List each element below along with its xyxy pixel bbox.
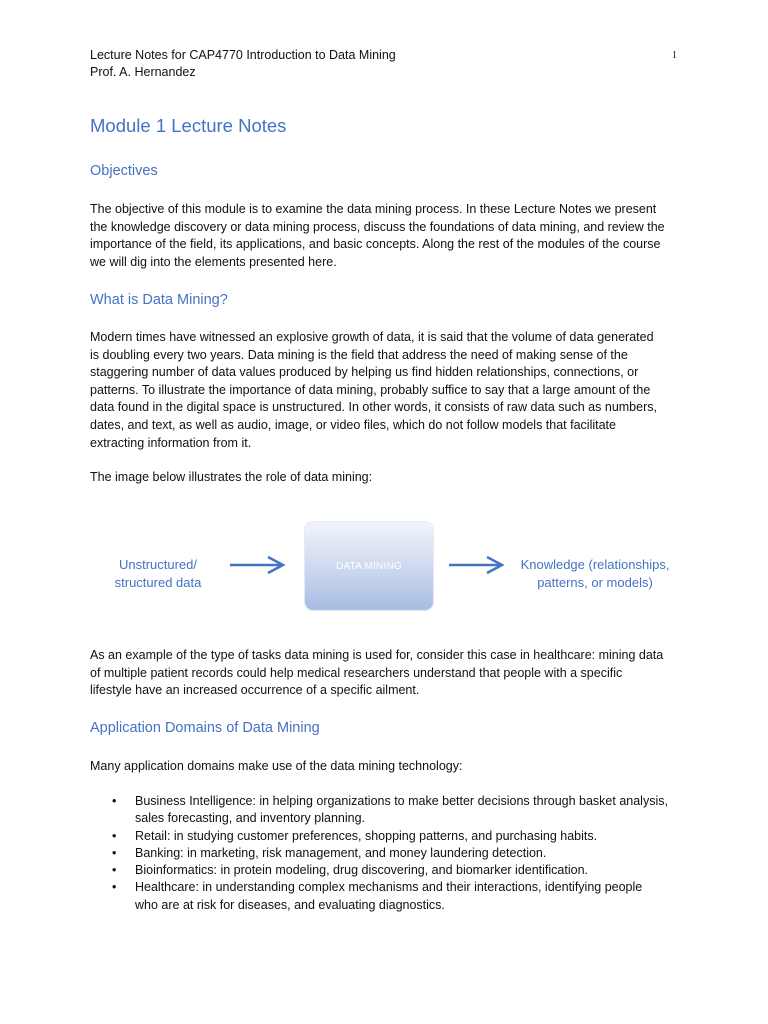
what-is-paragraph bbox=[90, 329, 690, 452]
arrow-right-icon bbox=[449, 555, 505, 575]
paragraph-line: importance of the field, its applications, and basic concepts. Along the rest of the modules of the course bbox=[90, 237, 661, 252]
page-title: Module 1 Lecture Notes bbox=[90, 115, 287, 136]
bullet-icon: • bbox=[112, 845, 117, 860]
diagram-output-line: Knowledge (relationships, bbox=[520, 557, 670, 572]
page-header bbox=[90, 47, 690, 81]
list-item-line: sales forecasting, and inventory planning. bbox=[135, 811, 366, 826]
data-mining-box bbox=[305, 522, 433, 610]
paragraph-line: dates, and text, as well as audio, image, or video files, which do not follow models that facilitate bbox=[90, 417, 616, 432]
paragraph-line: the knowledge discovery or data mining process, discuss the foundations of data mining, and review the bbox=[90, 219, 665, 234]
paragraph-line: we will dig into the elements presented here. bbox=[90, 254, 337, 269]
paragraph-line: staggering number of data values produced by helping us find hidden relationships, connections, or bbox=[90, 365, 639, 380]
list-item-line: Bioinformatics: in protein modeling, drug discovering, and biomarker identification. bbox=[135, 863, 589, 878]
list-item-line: Healthcare: in understanding complex mechanisms and their interactions, identifying people bbox=[135, 880, 643, 895]
list-item bbox=[90, 879, 690, 914]
what-is-heading: What is Data Mining? bbox=[90, 292, 228, 308]
page-number: 1 bbox=[672, 50, 677, 61]
list-item bbox=[90, 862, 690, 879]
objectives-paragraph bbox=[90, 201, 690, 271]
author-name: Prof. A. Hernandez bbox=[90, 65, 196, 79]
paragraph-line: extracting information from it. bbox=[90, 435, 252, 450]
paragraph-line: As an example of the type of tasks data mining is used for, consider this case in healthcare: mining data bbox=[90, 648, 664, 662]
data-mining-box-label: DATA MINING bbox=[336, 560, 402, 572]
example-paragraph bbox=[90, 647, 690, 700]
bullet-icon: • bbox=[112, 880, 117, 895]
application-list bbox=[90, 793, 690, 914]
bullet-icon: • bbox=[112, 863, 117, 878]
list-item-line: who are at risk for diseases, and evaluating diagnostics. bbox=[135, 897, 445, 912]
diagram-input-label bbox=[96, 556, 220, 592]
paragraph-line: data found in the digital space is unstructured. In other words, it consists of raw data such as numbers, bbox=[90, 400, 657, 415]
list-item bbox=[90, 793, 690, 828]
paragraph-line: Many application domains make use of the data mining technology: bbox=[90, 759, 463, 773]
paragraph-line: lifestyle have an increased occurrence of a specific ailment. bbox=[90, 683, 420, 698]
arrow-right-icon bbox=[230, 555, 286, 575]
paragraph-line: The image below illustrates the role of data mining: bbox=[90, 470, 373, 484]
image-intro bbox=[90, 469, 690, 487]
paragraph-line: patterns. To illustrate the importance of data mining, probably suffice to say that a large amount of the bbox=[90, 382, 651, 397]
diagram-output-label bbox=[510, 556, 680, 592]
diagram-input-line: structured data bbox=[114, 575, 202, 590]
paragraph-line: is doubling every two years. Data mining is the field that address the need of making sense of the bbox=[90, 347, 628, 362]
bullet-icon: • bbox=[112, 794, 117, 808]
paragraph-line: Modern times have witnessed an explosive growth of data, it is said that the volume of data generated bbox=[90, 330, 654, 344]
list-item-line: Banking: in marketing, risk management, and money laundering detection. bbox=[135, 845, 547, 860]
diagram-input-line: Unstructured/ bbox=[118, 557, 198, 572]
paragraph-line: The objective of this module is to examine the data mining process. In these Lecture Notes we present bbox=[90, 202, 657, 216]
list-item bbox=[90, 828, 690, 845]
bullet-icon: • bbox=[112, 828, 117, 843]
list-item bbox=[90, 845, 690, 862]
applications-intro bbox=[90, 758, 690, 776]
applications-heading: Application Domains of Data Mining bbox=[90, 720, 320, 736]
objectives-heading: Objectives bbox=[90, 163, 158, 179]
paragraph-line: of multiple patient records could help medical researchers understand that people with a specific bbox=[90, 665, 623, 680]
course-title: Lecture Notes for CAP4770 Introduction to Data Mining bbox=[90, 48, 396, 62]
diagram-output-line: patterns, or models) bbox=[537, 575, 653, 590]
list-item-line: Retail: in studying customer preferences, shopping patterns, and purchasing habits. bbox=[135, 828, 598, 843]
list-item-line: Business Intelligence: in helping organizations to make better decisions through basket analysis, bbox=[135, 794, 668, 808]
